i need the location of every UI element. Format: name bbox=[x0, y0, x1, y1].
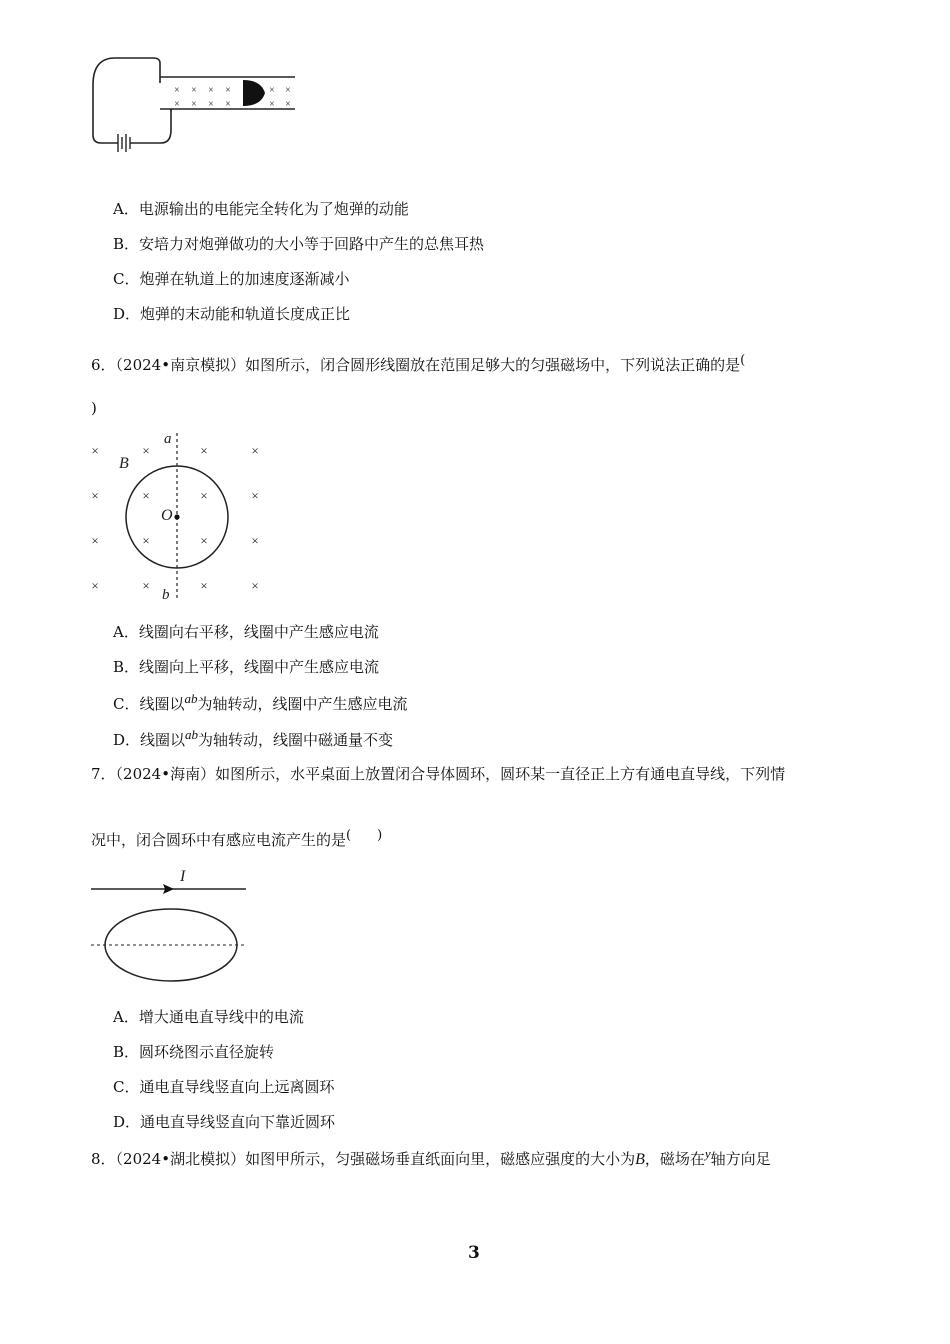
question-source: （2024•南京模拟） bbox=[115, 356, 246, 374]
question-text: 如图所示，水平桌面上放置闭合导体圆环，圆环某一直径正上方有通电直导线，下列情 bbox=[215, 765, 786, 783]
q5-option-c bbox=[113, 268, 350, 289]
question-source: （2024•湖北模拟） bbox=[115, 1150, 246, 1168]
question-text: 况中，闭合圆环中有感应电流产生的是 bbox=[91, 831, 347, 849]
question-text: 轴方向足 bbox=[710, 1150, 771, 1168]
q5-option-d bbox=[113, 303, 350, 324]
svg-text:×: × bbox=[225, 99, 231, 110]
question-number: 7． bbox=[91, 765, 116, 783]
q6-stem bbox=[91, 354, 745, 375]
svg-text:×: × bbox=[285, 85, 291, 96]
question-text: 如图所示，闭合圆形线圈放在范围足够大的匀强磁场中，下列说法正确的是 bbox=[245, 356, 741, 374]
label-I: I bbox=[180, 868, 186, 885]
svg-text:×: × bbox=[174, 85, 180, 96]
variable-ab: ab bbox=[184, 691, 198, 706]
svg-text:×: × bbox=[269, 85, 275, 96]
svg-text:×: × bbox=[208, 99, 214, 110]
svg-text:×: × bbox=[142, 533, 150, 548]
svg-text:×: × bbox=[200, 578, 208, 593]
question-number: 8． bbox=[91, 1150, 116, 1168]
q8-stem bbox=[91, 1148, 771, 1169]
svg-text:×: × bbox=[251, 488, 259, 503]
option-text: 通电直导线竖直向上远离圆环 bbox=[139, 1078, 335, 1096]
q5-option-b bbox=[113, 233, 484, 254]
label-b: b bbox=[162, 587, 170, 603]
option-letter: C． bbox=[113, 1078, 140, 1096]
railgun-figure bbox=[85, 55, 300, 165]
q7-option-d bbox=[113, 1111, 335, 1132]
q6-option-b bbox=[113, 656, 379, 677]
option-text: 增大通电直导线中的电流 bbox=[138, 1008, 304, 1026]
page-number: 3 bbox=[468, 1243, 480, 1263]
question-source: （2024•海南） bbox=[115, 765, 216, 783]
q5-option-a bbox=[113, 198, 409, 219]
option-text: 安培力对炮弹做功的大小等于回路中产生的总焦耳热 bbox=[139, 235, 485, 253]
q6-option-a bbox=[113, 621, 379, 642]
coil-field-figure bbox=[85, 428, 275, 606]
svg-text:×: × bbox=[91, 533, 99, 548]
option-letter: A． bbox=[113, 1008, 139, 1026]
variable-y: y bbox=[704, 1146, 711, 1161]
svg-text:×: × bbox=[208, 85, 214, 96]
q7-stem-line1 bbox=[91, 763, 785, 784]
projectile-shape bbox=[243, 80, 265, 106]
option-text: 线圈以 bbox=[140, 731, 186, 749]
question-number: 6． bbox=[91, 356, 116, 374]
svg-text:×: × bbox=[285, 99, 291, 110]
option-letter: C． bbox=[113, 270, 140, 288]
option-text: 为轴转动，线圈中产生感应电流 bbox=[197, 695, 408, 713]
svg-text:×: × bbox=[174, 99, 180, 110]
svg-text:×: × bbox=[91, 443, 99, 458]
q7-option-a bbox=[113, 1006, 304, 1027]
option-letter: B． bbox=[113, 1043, 140, 1061]
option-text: 线圈向上平移，线圈中产生感应电流 bbox=[139, 658, 380, 676]
option-letter: D． bbox=[113, 305, 141, 323]
q7-stem-line2 bbox=[91, 829, 382, 850]
variable-ab: ab bbox=[185, 727, 199, 742]
svg-text:×: × bbox=[142, 578, 150, 593]
label-O: O bbox=[161, 507, 173, 524]
option-letter: B． bbox=[113, 658, 140, 676]
question-text: ，磁场在 bbox=[644, 1150, 705, 1168]
q6-option-d bbox=[113, 729, 393, 750]
svg-text:×: × bbox=[200, 488, 208, 503]
wire-ring-figure bbox=[88, 862, 250, 990]
option-letter: A． bbox=[113, 623, 139, 641]
option-letter: B． bbox=[113, 235, 140, 253]
svg-text:×: × bbox=[200, 533, 208, 548]
answer-paren: ( ) bbox=[346, 828, 383, 843]
option-letter: C． bbox=[113, 695, 140, 713]
option-letter: D． bbox=[113, 731, 141, 749]
q7-option-b bbox=[113, 1041, 274, 1062]
label-a: a bbox=[164, 431, 172, 447]
option-text: 炮弹的末动能和轨道长度成正比 bbox=[140, 305, 351, 323]
q7-option-c bbox=[113, 1076, 335, 1097]
question-text: 如图甲所示，匀强磁场垂直纸面向里，磁感应强度的大小为 bbox=[245, 1150, 636, 1168]
center-dot bbox=[174, 514, 179, 519]
svg-text:×: × bbox=[251, 533, 259, 548]
q6-option-c bbox=[113, 693, 408, 714]
svg-text:×: × bbox=[200, 443, 208, 458]
variable-B: B bbox=[635, 1151, 645, 1168]
svg-text:×: × bbox=[225, 85, 231, 96]
svg-text:×: × bbox=[191, 99, 197, 110]
svg-text:×: × bbox=[269, 99, 275, 110]
label-B: B bbox=[119, 455, 129, 472]
option-text: 线圈以 bbox=[139, 695, 185, 713]
svg-text:×: × bbox=[251, 443, 259, 458]
svg-text:×: × bbox=[191, 85, 197, 96]
svg-text:×: × bbox=[91, 578, 99, 593]
option-text: 电源输出的电能完全转化为了炮弹的动能 bbox=[138, 200, 409, 218]
option-text: 圆环绕图示直径旋转 bbox=[139, 1043, 275, 1061]
option-text: 通电直导线竖直向下靠近圆环 bbox=[140, 1113, 336, 1131]
svg-text:×: × bbox=[142, 443, 150, 458]
svg-text:×: × bbox=[91, 488, 99, 503]
q6-paren-close: ) bbox=[91, 399, 97, 417]
option-letter: D． bbox=[113, 1113, 141, 1131]
option-letter: A． bbox=[113, 200, 139, 218]
answer-paren-open: ( bbox=[740, 353, 746, 368]
option-text: 炮弹在轨道上的加速度逐渐减小 bbox=[139, 270, 350, 288]
svg-text:×: × bbox=[142, 488, 150, 503]
option-text: 为轴转动，线圈中磁通量不变 bbox=[198, 731, 394, 749]
svg-text:×: × bbox=[251, 578, 259, 593]
option-text: 线圈向右平移，线圈中产生感应电流 bbox=[138, 623, 379, 641]
